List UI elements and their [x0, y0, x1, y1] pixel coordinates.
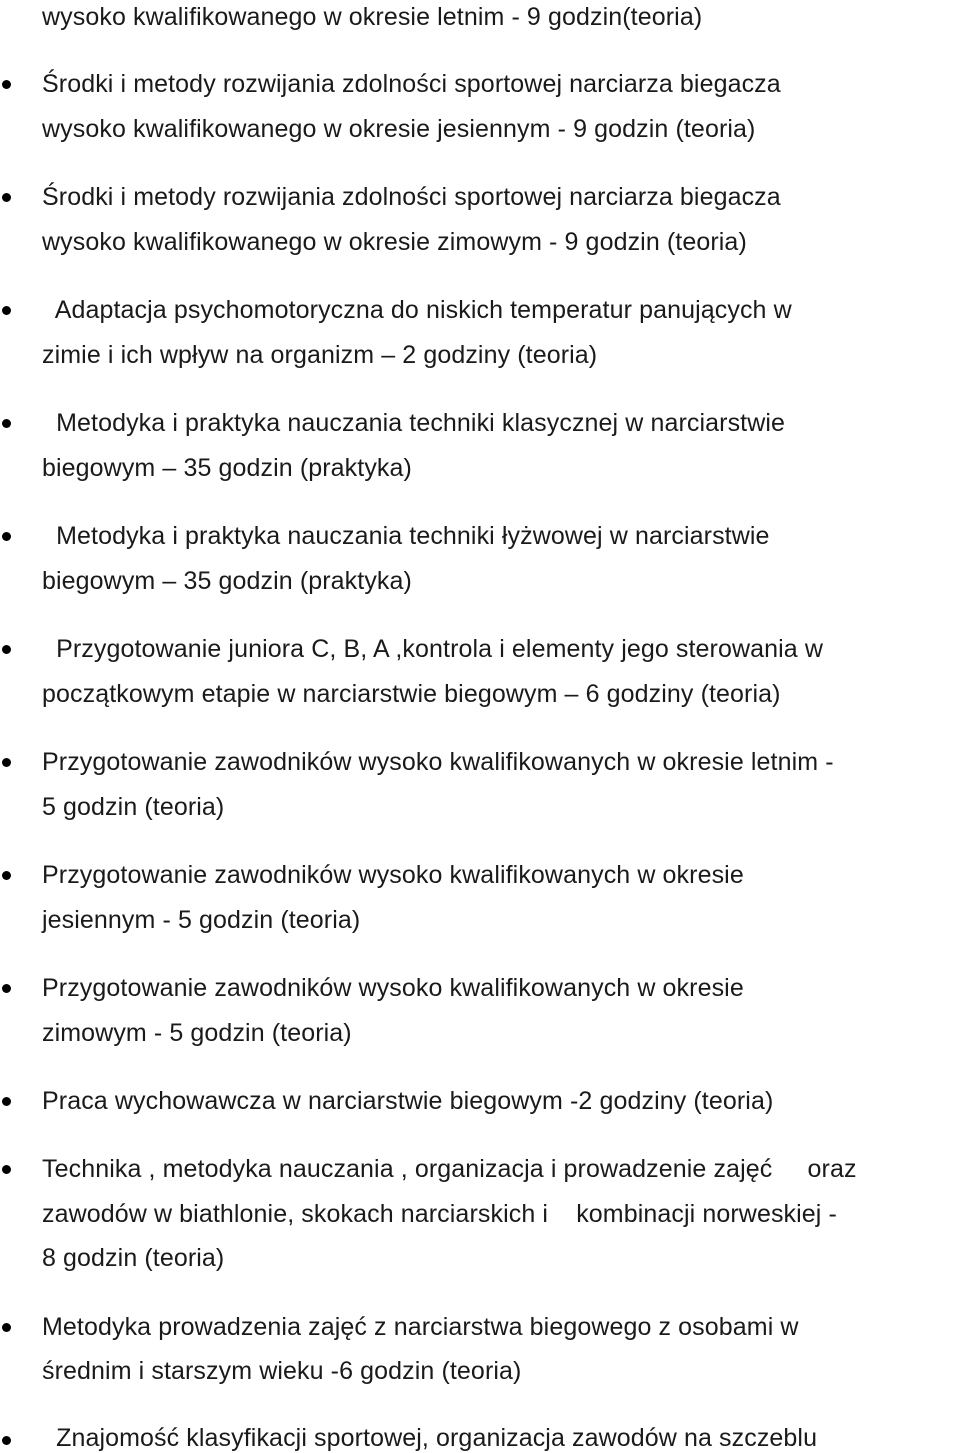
list-item-line: Praca wychowawcza w narciarstwie biegowym -2 godziny (teoria)	[42, 1087, 774, 1115]
bullet-icon	[2, 419, 11, 428]
list-item-line: wysoko kwalifikowanego w okresie letnim - 9 godzin(teoria)	[42, 3, 703, 31]
bullet-icon	[2, 1436, 11, 1445]
list-item-line: zimowym - 5 godzin (teoria)	[42, 1019, 352, 1047]
list-item-line: początkowym etapie w narciarstwie biegowym – 6 godziny (teoria)	[42, 680, 781, 708]
list-item-line: Środki i metody rozwijania zdolności sportowej narciarza biegacza	[42, 70, 781, 98]
list-item-line: jesiennym - 5 godzin (teoria)	[42, 906, 361, 934]
bullet-icon	[2, 984, 11, 993]
list-item-line: zawodów w biathlonie, skokach narciarskich i kombinacji norweskiej -	[42, 1200, 837, 1228]
list-item-line: 5 godzin (teoria)	[42, 793, 225, 821]
list-item-line: średnim i starszym wieku -6 godzin (teoria)	[42, 1357, 522, 1385]
bullet-icon	[2, 645, 11, 654]
list-item-line: Metodyka prowadzenia zajęć z narciarstwa biegowego z osobami w	[42, 1313, 799, 1341]
bullet-icon	[2, 1097, 11, 1106]
list-item-line: Metodyka i praktyka nauczania techniki łyżwowej w narciarstwie	[42, 522, 770, 550]
list-item-line: biegowym – 35 godzin (praktyka)	[42, 567, 412, 595]
list-item-line: wysoko kwalifikowanego w okresie zimowym - 9 godzin (teoria)	[42, 228, 747, 256]
list-item-line: Znajomość klasyfikacji sportowej, organizacja zawodów na szczeblu	[42, 1424, 818, 1452]
bullet-icon	[2, 80, 11, 89]
list-item-line: zimie i ich wpływ na organizm – 2 godziny (teoria)	[42, 341, 598, 369]
list-item-line: Adaptacja psychomotoryczna do niskich temperatur panujących w	[42, 296, 792, 324]
list-item-line: biegowym – 35 godzin (praktyka)	[42, 454, 412, 482]
bullet-icon	[2, 758, 11, 767]
bullet-icon	[2, 306, 11, 315]
bullet-icon	[2, 193, 11, 202]
list-item-line: Przygotowanie zawodników wysoko kwalifikowanych w okresie letnim -	[42, 748, 834, 776]
list-item-line: Środki i metody rozwijania zdolności sportowej narciarza biegacza	[42, 183, 781, 211]
bullet-icon	[2, 532, 11, 541]
bullet-icon	[2, 1165, 11, 1174]
list-item-line: 8 godzin (teoria)	[42, 1244, 225, 1272]
list-item-line: Metodyka i praktyka nauczania techniki klasycznej w narciarstwie	[42, 409, 786, 437]
list-item-line: Przygotowanie zawodników wysoko kwalifikowanych w okresie	[42, 861, 744, 889]
list-item-line: Przygotowanie juniora C, B, A ,kontrola i elementy jego sterowania w	[42, 635, 824, 663]
list-item-line: wysoko kwalifikowanego w okresie jesiennym - 9 godzin (teoria)	[42, 115, 756, 143]
bullet-icon	[2, 871, 11, 880]
bullet-icon	[2, 1323, 11, 1332]
list-item-line: Technika , metodyka nauczania , organizacja i prowadzenie zajęć oraz	[42, 1155, 857, 1183]
list-item-line: Przygotowanie zawodników wysoko kwalifikowanych w okresie	[42, 974, 744, 1002]
